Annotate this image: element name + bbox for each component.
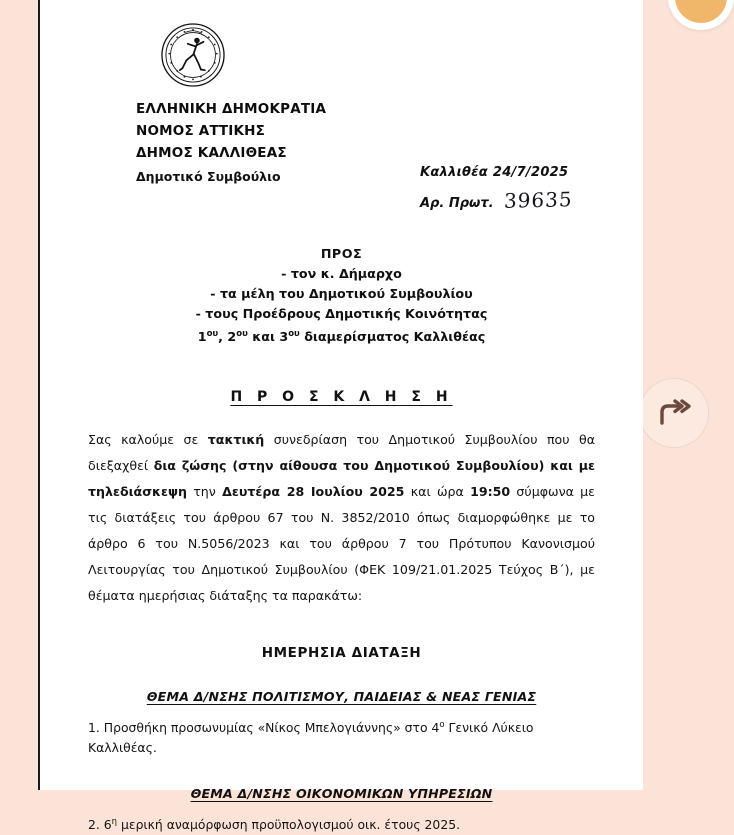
document-page[interactable] bbox=[38, 0, 643, 833]
protocol-number: 39635 bbox=[503, 187, 573, 213]
recipient-line-3: - τους Προέδρους Δημοτικής Κοινότητας bbox=[195, 306, 488, 321]
agenda-title: ΗΜΕΡΗΣΙΑ ΔΙΑΤΑΞΗ bbox=[261, 645, 422, 662]
invitation-title: Π Ρ Ο Σ Κ Λ Η Σ Η bbox=[230, 389, 453, 406]
invitation-body: Σας καλούμε σε τακτική συνεδρίαση του Δημοτικού Συμβουλίου που θα διεξαχθεί δια ζώσης (στην αίθουσα του Δημοτικού Συμβουλίου) και με τηλεδιάσκεψη την Δευτέρα 28 Ιουλίου 2025 και ώρα 19:50 σύμφωνα με τις διατάξεις του άρθρου 67 του Ν. 3852/2010 όπως διαμορφώθηκε με το άρθρο 6 του Ν.5056/2023 και του άρθρου 7 του Πρότυπου Κανονισμού Λειτουργίας του Δημοτικού Συμβουλίου (ΦΕΚ 109/21.01.2025 Τεύχος Β΄), με θέματα ημερήσιας διάταξης τα παρακάτω: bbox=[88, 432, 595, 604]
recipient-line-4: $1^{o\upsilon}$, $2^{o\upsilon}$ και $3^{o\upsilon}$ διαμερίσματος Καλλιθέας bbox=[197, 329, 486, 345]
protocol-row bbox=[420, 188, 572, 212]
letterhead-line-1: ΕΛΛΗΝΙΚΗ ΔΗΜΟΚΡΑΤΙΑ bbox=[136, 101, 327, 117]
agenda-item-1: 1. Προσθήκη προσωνυμίας «Νίκος Μπελογιάννης» στο $4^o$ Γενικό Λύκειο Καλλιθέας. bbox=[88, 720, 534, 756]
date-protocol-block bbox=[420, 165, 572, 212]
recipients-title: ΠΡΟΣ bbox=[320, 246, 363, 261]
place-and-date: Καλλιθέα 24/7/2025 bbox=[420, 165, 569, 180]
recipient-line-1: - τον κ. Δήμαρχο bbox=[281, 266, 402, 281]
forward-skip-icon bbox=[657, 399, 691, 427]
protocol-label: Αρ. Πρωτ. bbox=[420, 196, 494, 211]
recipients-block bbox=[88, 244, 595, 347]
letterhead-line-3: ΔΗΜΟΣ ΚΑΛΛΙΘΕΑΣ bbox=[136, 145, 287, 161]
letterhead-department: Δημοτικό Συμβούλιο bbox=[136, 169, 281, 184]
recipient-line-2: - τα μέλη του Δημοτικού Συμβουλίου bbox=[210, 286, 473, 301]
agenda-item-2: 2. $6^\eta$ μερική αναμόρφωση προϋπολογισμού οικ. έτους 2025. bbox=[88, 817, 461, 833]
municipal-seal-icon bbox=[88, 0, 595, 88]
avatar[interactable] bbox=[668, 0, 734, 30]
agenda-section-heading-1: ΘΕΜΑ Δ/ΝΣΗΣ ΠΟΛΙΤΙΣΜΟΥ, ΠΑΙΔΕΙΑΣ & ΝΕΑΣ ΓΕΝΙΑΣ bbox=[146, 689, 537, 705]
forward-skip-button[interactable] bbox=[639, 378, 709, 448]
letterhead-line-2: ΝΟΜΟΣ ΑΤΤΙΚΗΣ bbox=[136, 123, 266, 139]
agenda-section-heading-2: ΘΕΜΑ Δ/ΝΣΗΣ ΟΙΚΟΝΟΜΙΚΩΝ ΥΠΗΡΕΣΙΩΝ bbox=[190, 786, 493, 802]
